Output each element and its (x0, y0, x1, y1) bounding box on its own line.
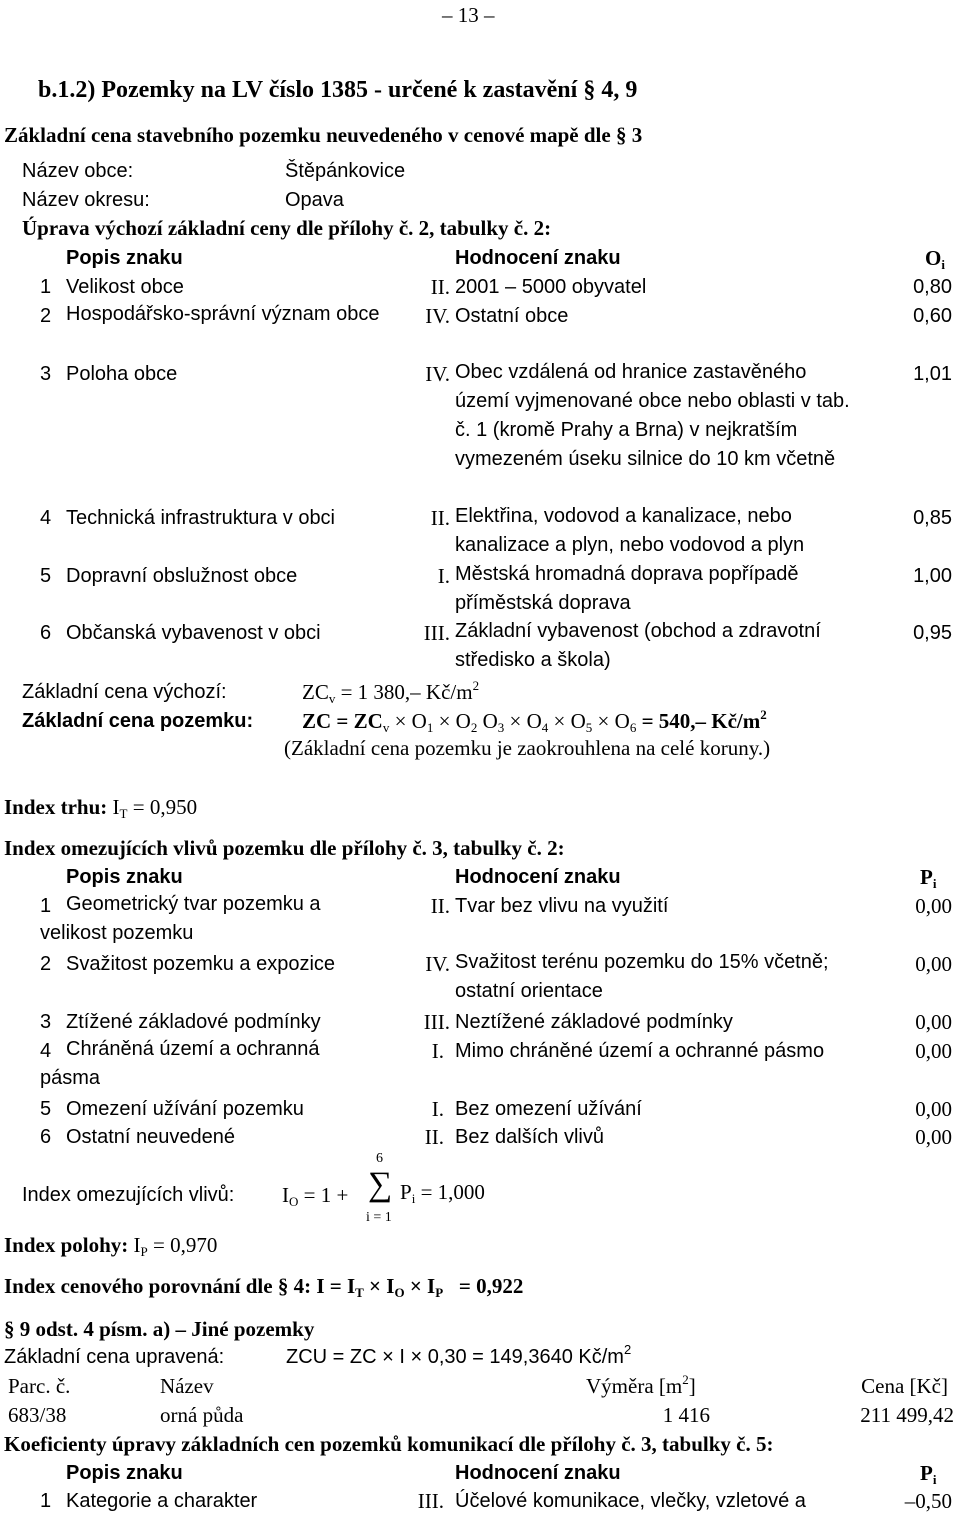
row-number: 4 (40, 1040, 52, 1062)
row-value: 0,85 (913, 507, 952, 529)
row-eval: Neztížené základové podmínky (455, 1011, 733, 1033)
sum-symbol: ∑ (368, 1166, 393, 1203)
row-grade: III. (423, 1010, 450, 1034)
row-grade: I. (431, 1039, 444, 1063)
parcel-area: 1 416 (662, 1403, 710, 1427)
row-number: 1 (40, 895, 52, 917)
sum-lower: i = 1 (366, 1210, 392, 1225)
row-eval: Bez omezení užívání (455, 1098, 642, 1120)
row-grade: II. (424, 1125, 444, 1149)
t1-header-coef: $O_i$ (925, 246, 945, 272)
row-value: 0,00 (915, 952, 952, 976)
row-grade: III. (417, 1489, 444, 1513)
position-index: Index polohy: $I_P = 0,970$ (4, 1233, 218, 1259)
row-desc: Velikost obce (66, 276, 184, 298)
row-value: –0,50 (904, 1489, 952, 1513)
row-desc: Chráněná území a ochranná pásma (40, 1038, 320, 1089)
row-number: 1 (40, 1490, 52, 1512)
row-number: 4 (40, 507, 52, 529)
row-eval: Obec vzdálená od hranice zastavěného území vyjmenované obce nebo oblasti v tab. č. 1 (kromě Prahy a Brna) v nejkratším vymezeném úseku silnice do 10 km včetně (455, 361, 850, 470)
row-desc: Technická infrastruktura v obci (66, 507, 336, 529)
row-grade: II. (430, 894, 450, 918)
limit-index-label: Index omezujících vlivů: (22, 1184, 235, 1206)
adjusted-price-label: Základní cena upravená: (4, 1346, 225, 1368)
t2-header-desc: Popis znaku (66, 866, 183, 888)
base-price-label: Základní cena výchozí: (22, 681, 227, 703)
municipality-label: Název obce: (22, 160, 134, 182)
coef-title: Koeficienty úpravy základních cen pozemků komunikací dle přílohy č. 3, tabulky č. 5: (4, 1432, 774, 1456)
adjusted-price-value: ZCU = ZC × I × 0,30 = 149,3640 $Kč/m^2$ (286, 1342, 632, 1368)
row-desc: Kategorie a charakter (66, 1490, 258, 1512)
row-value: 1,00 (913, 565, 952, 587)
row-grade: IV. (425, 304, 450, 328)
parcel-number: 683/38 (8, 1403, 67, 1427)
row-eval: Ostatní obce (455, 305, 569, 327)
row-grade: III. (423, 621, 450, 645)
row-desc: Omezení užívání pozemku (66, 1098, 304, 1120)
t3-header-desc: Popis znaku (66, 1462, 183, 1484)
other-land-title: § 9 odst. 4 písm. a) – Jiné pozemky (4, 1317, 315, 1341)
municipality-value: Štěpánkovice (285, 160, 406, 182)
row-number: 2 (40, 953, 52, 975)
base-title: Základní cena stavebního pozemku neuvedeného v cenové mapě dle § 3 (4, 123, 643, 147)
sum-upper: 6 (376, 1151, 383, 1166)
land-price-formula: ZC = $ZC_v \times O_1 \times O_2$ $O_3 \times O_4 \times O_5 \times O_6 = 540,-$ $Kč/m^2$ (302, 707, 767, 735)
row-grade: II. (430, 506, 450, 530)
row-eval: Tvar bez vlivu na využití (455, 895, 669, 917)
land-price-label: Základní cena pozemku: (22, 710, 254, 732)
parcels-header-area: Výměra $[m^2]$ (586, 1372, 696, 1398)
row-grade: I. (437, 564, 450, 588)
row-desc: Geometrický tvar pozemku a velikost pozemku (40, 893, 321, 944)
row-number: 3 (40, 1011, 52, 1033)
row-eval: Účelové komunikace, vlečky, vzletové a (455, 1490, 806, 1512)
row-eval: Svažitost terénu pozemku do 15% včetně; ostatní orientace (455, 951, 829, 1002)
row-eval: Elektřina, vodovod a kanalizace, nebo kanalizace a plyn, nebo vodovod a plyn (455, 505, 805, 556)
market-index: Index trhu: $I_T = 0,950$ (4, 795, 198, 821)
row-value: 0,00 (915, 894, 952, 918)
row-desc: Hospodářsko-správní význam obce (66, 303, 380, 325)
row-value: 0,95 (913, 622, 952, 644)
row-desc: Ztížené základové podmínky (66, 1011, 321, 1033)
district-value: Opava (285, 189, 344, 211)
row-grade: I. (431, 1097, 444, 1121)
row-eval: Mimo chráněné území a ochranné pásmo (455, 1040, 825, 1062)
row-grade: II. (430, 275, 450, 299)
row-eval: Základní vybavenost (obchod a zdravotní středisko a škola) (455, 620, 821, 671)
row-eval: Městská hromadná doprava popřípadě příměstská doprava (455, 563, 799, 614)
land-price-note: (Základní cena pozemku je zaokrouhlena na celé koruny.) (284, 736, 771, 760)
t1-header-desc: Popis znaku (66, 247, 183, 269)
parcel-price: 211 499,42 (860, 1403, 954, 1427)
row-grade: IV. (425, 362, 450, 386)
row-number: 2 (40, 305, 52, 327)
base-price-value: $ZC_v = 1$ 380,– $Kč/m^2$ (302, 678, 480, 706)
row-value: 0,60 (913, 305, 952, 327)
adjust-title: Úprava výchozí základní ceny dle přílohy č. 2, tabulky č. 2: (22, 216, 552, 240)
row-value: 1,01 (913, 363, 952, 385)
row-number: 5 (40, 1098, 52, 1120)
t3-header-eval: Hodnocení znaku (455, 1462, 621, 1484)
row-number: 3 (40, 363, 52, 385)
t2-header-coef: $P_i$ (920, 865, 937, 891)
row-value: 0,00 (915, 1097, 952, 1121)
parcels-header-price: Cena [Kč] (861, 1374, 948, 1398)
row-eval: 2001 – 5000 obyvatel (455, 276, 647, 298)
row-eval: Bez dalších vlivů (455, 1126, 604, 1148)
row-number: 5 (40, 565, 52, 587)
row-desc: Ostatní neuvedené (66, 1126, 236, 1148)
comparison-index: Index cenového porovnání dle § 4: $I = I_T \times I_O \times I_P$ = 0,922 (4, 1274, 524, 1300)
row-desc: Svažitost pozemku a expozice (66, 953, 336, 975)
limit-index-lhs: $I_O = 1$ + (282, 1183, 349, 1209)
section-heading: b.1.2) Pozemky na LV číslo 1385 - určené k zastavění § 4, 9 (38, 77, 638, 103)
row-desc: Dopravní obslužnost obce (66, 565, 298, 587)
row-value: 0,00 (915, 1010, 952, 1034)
row-desc: Občanská vybavenost v obci (66, 622, 321, 644)
row-number: 6 (40, 1126, 52, 1148)
t3-header-coef: $P_i$ (920, 1461, 937, 1487)
row-grade: IV. (425, 952, 450, 976)
row-value: 0,00 (915, 1125, 952, 1149)
sum-term: $P_i = 1,000$ (400, 1180, 485, 1206)
row-value: 0,80 (913, 276, 952, 298)
district-label: Název okresu: (22, 189, 150, 211)
page-number: – 13 – (442, 3, 495, 27)
parcels-header-parc: Parc. č. (8, 1374, 71, 1398)
parcels-header-name: Název (160, 1374, 214, 1398)
t1-header-eval: Hodnocení znaku (455, 247, 621, 269)
parcel-name: orná půda (160, 1403, 244, 1427)
t2-header-eval: Hodnocení znaku (455, 866, 621, 888)
row-desc: Poloha obce (66, 363, 178, 385)
row-value: 0,00 (915, 1039, 952, 1063)
row-number: 1 (40, 276, 52, 298)
limit-title: Index omezujících vlivů pozemku dle přílohy č. 3, tabulky č. 2: (4, 836, 565, 860)
row-number: 6 (40, 622, 52, 644)
